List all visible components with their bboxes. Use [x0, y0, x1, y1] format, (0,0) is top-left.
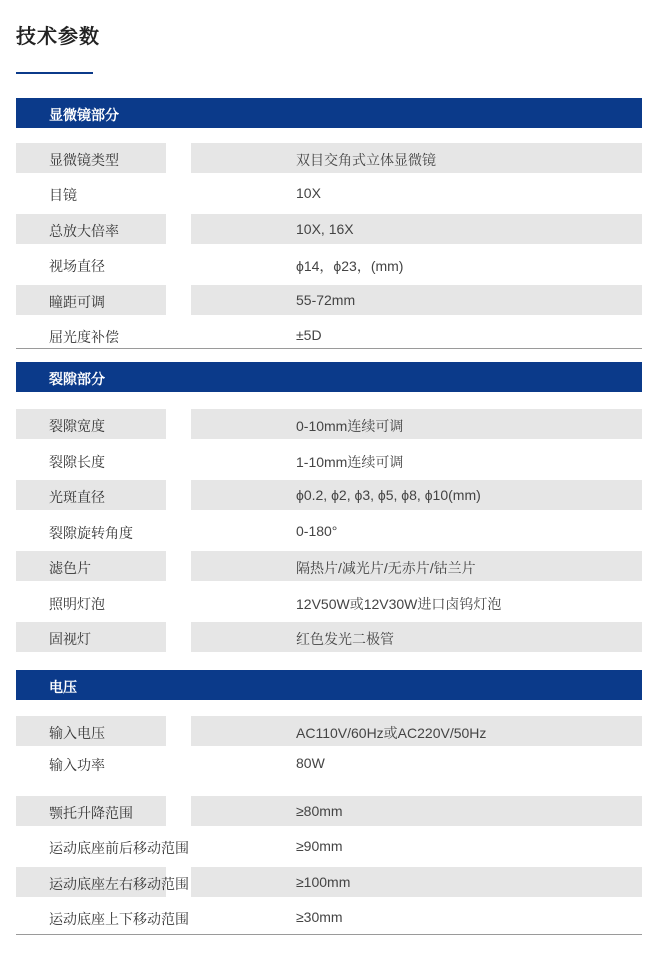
spec-value-cell [191, 748, 642, 778]
spec-row [16, 748, 642, 778]
spec-value: 12V50W或12V30W进口卤钨灯泡 [296, 596, 502, 612]
spec-value-cell [191, 214, 642, 244]
spec-label-cell [16, 622, 166, 652]
spec-value: 双目交角式立体显微镜 [296, 152, 436, 168]
spec-row [16, 480, 642, 510]
spec-value: 0-180° [296, 523, 338, 539]
spec-label-cell [16, 516, 166, 546]
spec-value-cell [191, 285, 642, 315]
spec-label-cell [16, 748, 166, 778]
spec-value-cell [191, 445, 642, 475]
spec-label: 总放大倍率 [49, 223, 119, 239]
spec-label-cell [16, 796, 166, 826]
spec-label-cell [16, 587, 166, 617]
spec-value: 55-72mm [296, 292, 356, 308]
spec-label-cell [16, 285, 166, 315]
spec-label: 运动底座前后移动范围 [49, 840, 189, 856]
spec-label: 显微镜类型 [49, 152, 119, 168]
spec-value: ≥90mm [296, 838, 343, 854]
spec-value-cell [191, 409, 642, 439]
spec-row [16, 902, 642, 932]
spec-label: 裂隙旋转角度 [49, 525, 133, 541]
spec-label-cell [16, 480, 166, 510]
spec-value: 10X [296, 185, 321, 201]
spec-label: 滤色片 [49, 560, 91, 576]
section-heading: 裂隙部分 [49, 371, 105, 387]
spec-row [16, 409, 642, 439]
spec-row [16, 249, 642, 279]
spec-value: ϕ0.2, ϕ2, ϕ3, ϕ5, ϕ8, ϕ10(mm) [296, 487, 481, 503]
spec-label: 固视灯 [49, 631, 91, 647]
section-divider [16, 348, 642, 349]
spec-row [16, 285, 642, 315]
spec-row [16, 867, 642, 897]
spec-row [16, 178, 642, 208]
spec-row [16, 551, 642, 581]
spec-label-cell [16, 867, 189, 897]
spec-value: 隔热片/减光片/无赤片/钴兰片 [296, 560, 476, 576]
spec-value-cell [191, 716, 642, 746]
spec-value-cell [191, 867, 642, 897]
spec-value-cell [191, 320, 642, 350]
spec-value-cell [191, 249, 642, 279]
spec-label: 屈光度补偿 [49, 329, 119, 345]
spec-value: AC110V/60Hz或AC220V/50Hz [296, 725, 487, 741]
title-underline [16, 72, 93, 74]
spec-value: 80W [296, 755, 325, 771]
spec-value: ≥100mm [296, 874, 351, 890]
spec-label-cell [16, 320, 166, 350]
spec-value-cell [191, 178, 642, 208]
spec-label-cell [16, 902, 189, 932]
page-title: 技术参数 [16, 26, 100, 48]
spec-label-cell [16, 143, 166, 173]
spec-label-cell [16, 249, 166, 279]
spec-value-cell [191, 551, 642, 581]
spec-label: 运动底座左右移动范围 [49, 876, 189, 892]
spec-label: 目镜 [49, 187, 77, 203]
spec-label: 裂隙长度 [49, 454, 105, 470]
section-heading: 显微镜部分 [49, 107, 119, 123]
spec-label: 颚托升降范围 [49, 805, 133, 821]
spec-label-cell [16, 214, 166, 244]
section-divider [16, 934, 642, 935]
section-header-microscope [16, 98, 642, 128]
spec-label: 光斑直径 [49, 489, 105, 505]
spec-label-cell [16, 831, 189, 861]
spec-value-cell [191, 516, 642, 546]
spec-row [16, 445, 642, 475]
spec-label: 输入电压 [49, 725, 105, 741]
spec-value-cell [191, 796, 642, 826]
spec-label-cell [16, 445, 166, 475]
spec-row [16, 716, 642, 746]
spec-label-cell [16, 178, 166, 208]
spec-row [16, 587, 642, 617]
spec-value-cell [191, 902, 642, 932]
spec-value: 红色发光二极管 [296, 631, 394, 647]
spec-value: 1-10mm连续可调 [296, 454, 404, 470]
spec-label-cell [16, 716, 166, 746]
spec-label: 裂隙宽度 [49, 418, 105, 434]
spec-row [16, 516, 642, 546]
spec-label-cell [16, 409, 166, 439]
spec-value-cell [191, 622, 642, 652]
spec-value: ±5D [296, 327, 322, 343]
spec-value: ≥30mm [296, 909, 343, 925]
spec-label: 运动底座上下移动范围 [49, 911, 189, 927]
spec-label: 瞳距可调 [49, 294, 105, 310]
spec-value-cell [191, 831, 642, 861]
spec-label: 视场直径 [49, 258, 105, 274]
spec-value-cell [191, 143, 642, 173]
spec-value-cell [191, 587, 642, 617]
spec-label: 输入功率 [49, 757, 105, 773]
spec-value-cell [191, 480, 642, 510]
spec-value: 10X, 16X [296, 221, 354, 237]
spec-label-cell [16, 551, 166, 581]
spec-row [16, 831, 642, 861]
section-header-slit [16, 362, 642, 392]
spec-label: 照明灯泡 [49, 596, 105, 612]
spec-value: ϕ14，ϕ23，(mm) [296, 258, 404, 274]
spec-row [16, 320, 642, 350]
section-header-power [16, 670, 642, 700]
section-heading: 电压 [49, 679, 77, 695]
spec-value: ≥80mm [296, 803, 343, 819]
spec-value: 0-10mm连续可调 [296, 418, 404, 434]
spec-row [16, 143, 642, 173]
spec-row [16, 622, 642, 652]
spec-row [16, 214, 642, 244]
spec-row [16, 796, 642, 826]
